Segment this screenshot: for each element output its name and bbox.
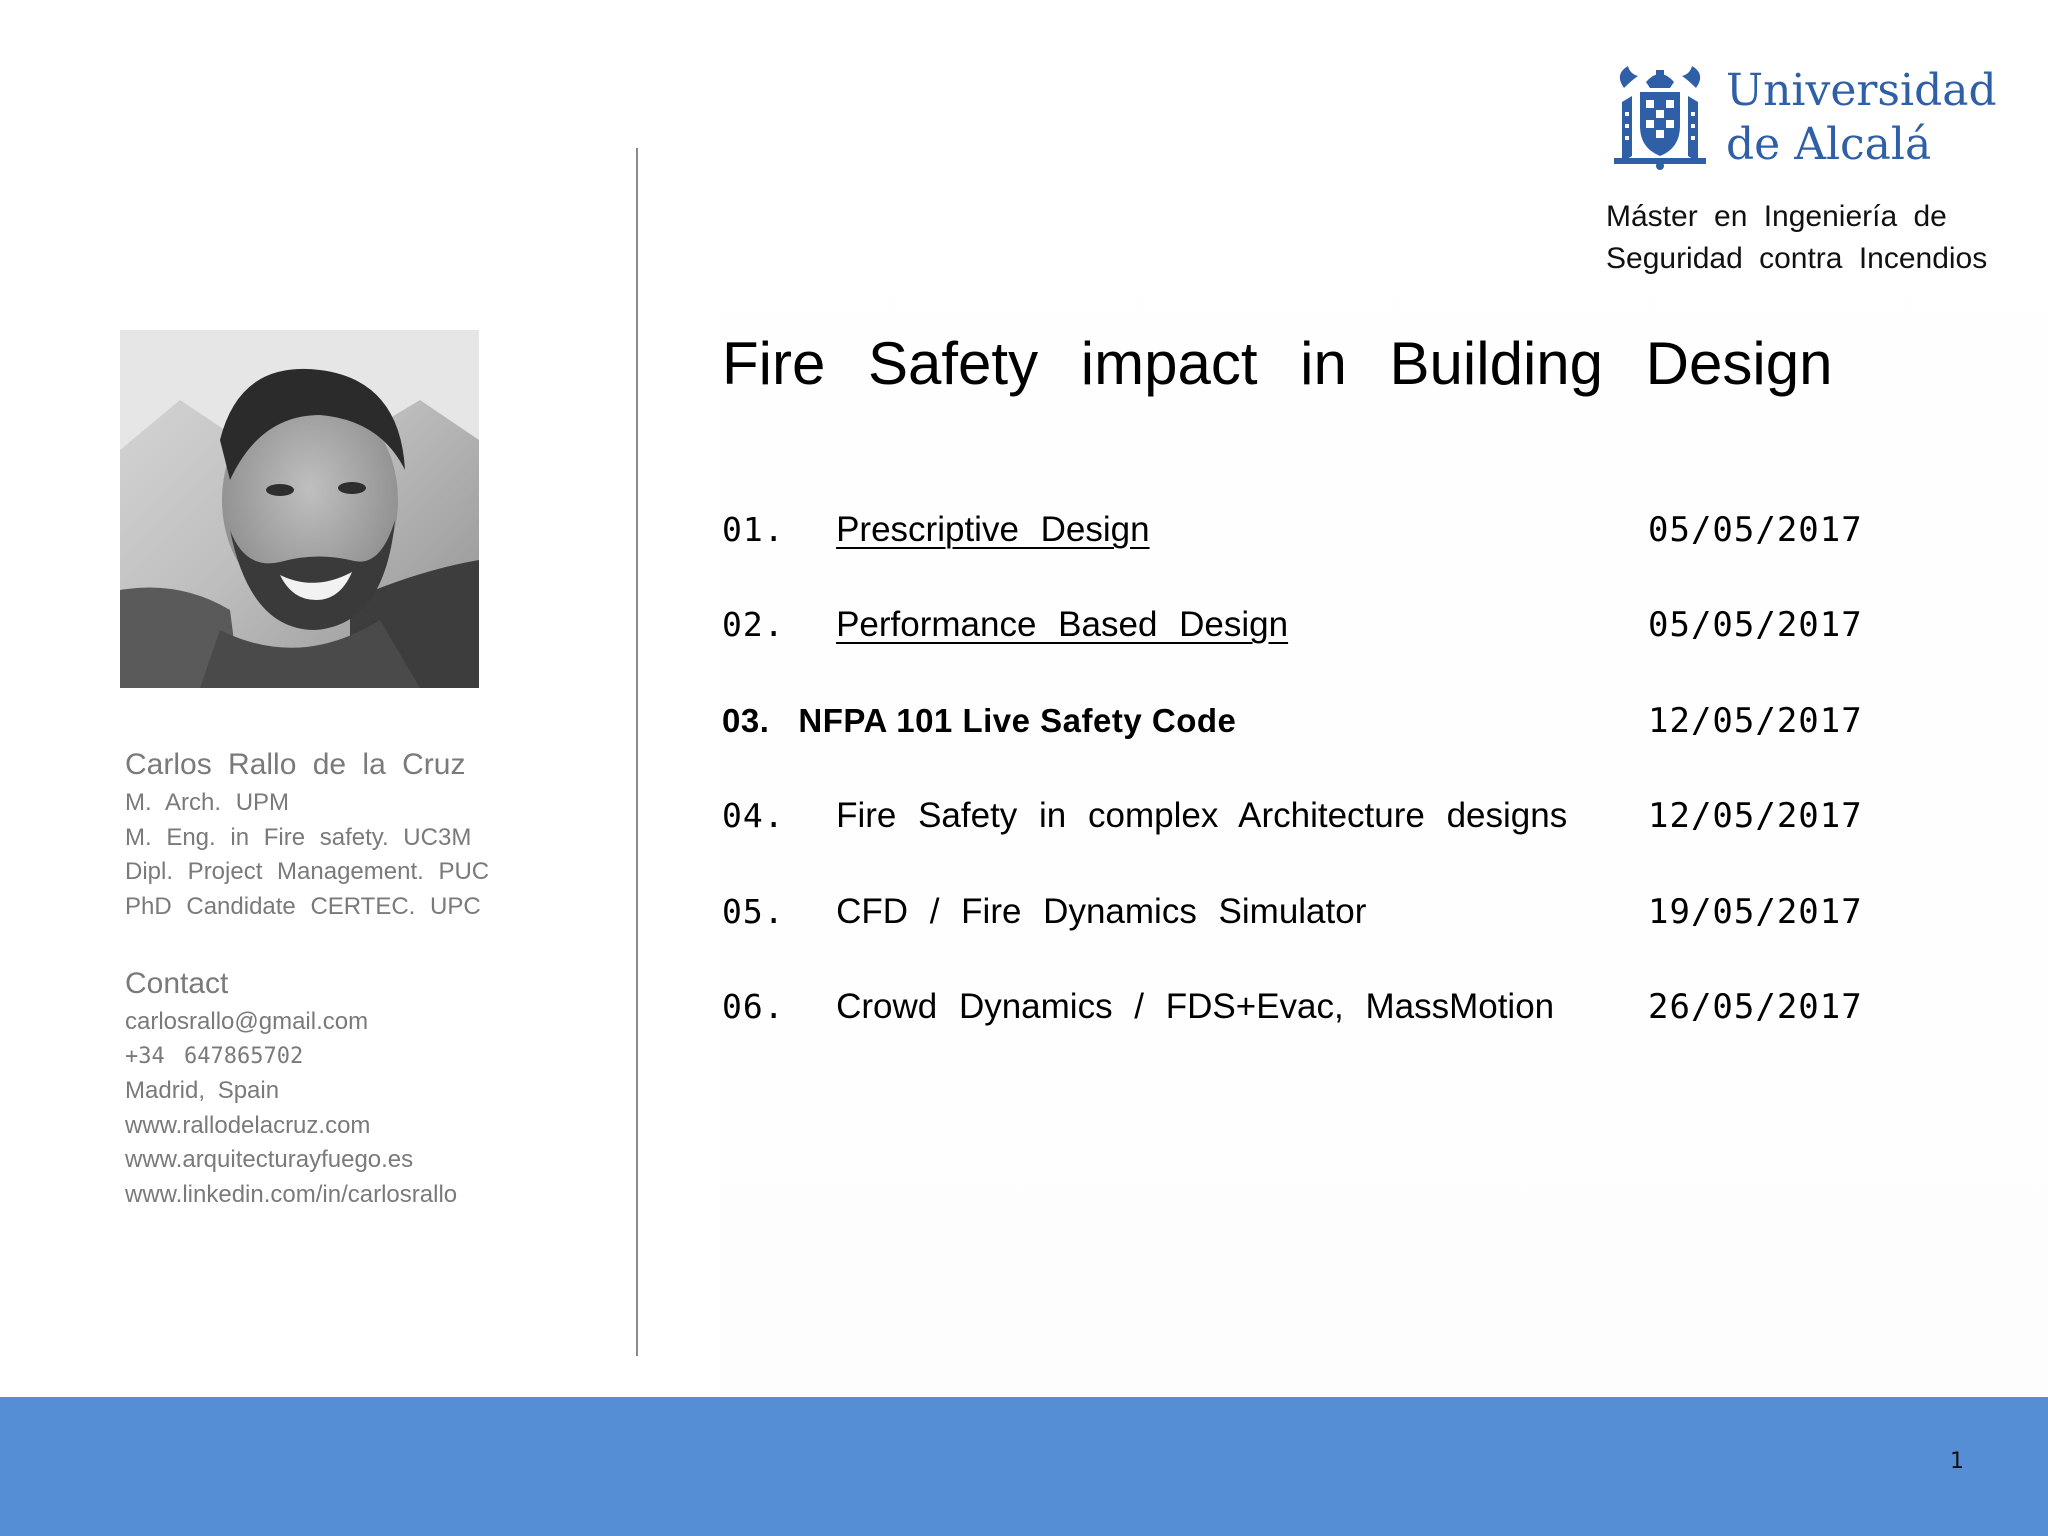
contact-block (125, 963, 457, 1212)
program-name (1606, 196, 1987, 280)
page-title: Fire Safety impact in Building Design (722, 330, 1833, 397)
logo-text-line1: Universidad (1726, 65, 1997, 116)
contact-website[interactable]: www.arquitecturayfuego.es (125, 1146, 414, 1173)
session-label: Fire Safety in complex Architecture designs (836, 796, 1568, 835)
session-number: 04. (722, 796, 827, 835)
session-item (722, 982, 1554, 1032)
logo-text-line2: de Alcalá (1726, 119, 1932, 170)
session-item (722, 887, 1366, 937)
credential-item: Dipl. Project Management. PUC (125, 858, 490, 885)
session-number: 03. (722, 702, 789, 739)
speaker-name: Carlos Rallo de la Cruz (125, 748, 466, 781)
speaker-bio (125, 744, 489, 924)
session-number: 01. (722, 510, 827, 549)
credential-item: M. Eng. in Fire safety. UC3M (125, 823, 472, 851)
program-line1: Máster en Ingeniería de (1606, 200, 1947, 233)
contact-heading: Contact (125, 967, 229, 1000)
session-date: 05/05/2017 (1648, 605, 1863, 645)
session-item (722, 600, 1288, 650)
session-date: 12/05/2017 (1648, 701, 1863, 741)
university-logo-text (1726, 64, 1997, 172)
vertical-divider (636, 148, 638, 1356)
session-link[interactable]: Performance Based Design (836, 605, 1289, 644)
credential-item: PhD Candidate CERTEC. UPC (125, 892, 481, 920)
session-label: Crowd Dynamics / FDS+Evac, MassMotion (836, 987, 1555, 1026)
session-link[interactable]: Prescriptive Design (836, 510, 1150, 549)
program-line2: Seguridad contra Incendios (1606, 242, 1988, 275)
session-date: 19/05/2017 (1648, 892, 1863, 932)
speaker-photo-image (120, 330, 479, 688)
session-date: 12/05/2017 (1648, 796, 1863, 836)
page-number: 1 (1950, 1449, 1964, 1474)
session-date: 26/05/2017 (1648, 987, 1863, 1027)
credential-item: M. Arch. UPM (125, 789, 290, 816)
session-date: 05/05/2017 (1648, 510, 1863, 550)
contact-website[interactable]: www.rallodelacruz.com (125, 1111, 371, 1139)
session-item (722, 505, 1150, 555)
session-label: NFPA 101 Live Safety Code (798, 702, 1237, 739)
contact-location: Madrid, Spain (125, 1077, 280, 1104)
contact-linkedin[interactable]: www.linkedin.com/in/carlosrallo (125, 1180, 458, 1208)
contact-phone: +34 647865702 (125, 1043, 304, 1069)
session-number: 02. (722, 605, 827, 644)
university-logo (1610, 58, 1997, 178)
session-number: 05. (722, 892, 827, 931)
footer-bar (0, 1397, 2048, 1536)
contact-email[interactable]: carlosrallo@gmail.com (125, 1008, 369, 1035)
university-seal-icon (1610, 62, 1710, 172)
session-number: 06. (722, 987, 827, 1026)
session-item (722, 696, 1236, 746)
session-item (722, 791, 1567, 841)
speaker-photo (120, 330, 479, 688)
session-label: CFD / Fire Dynamics Simulator (836, 892, 1367, 931)
